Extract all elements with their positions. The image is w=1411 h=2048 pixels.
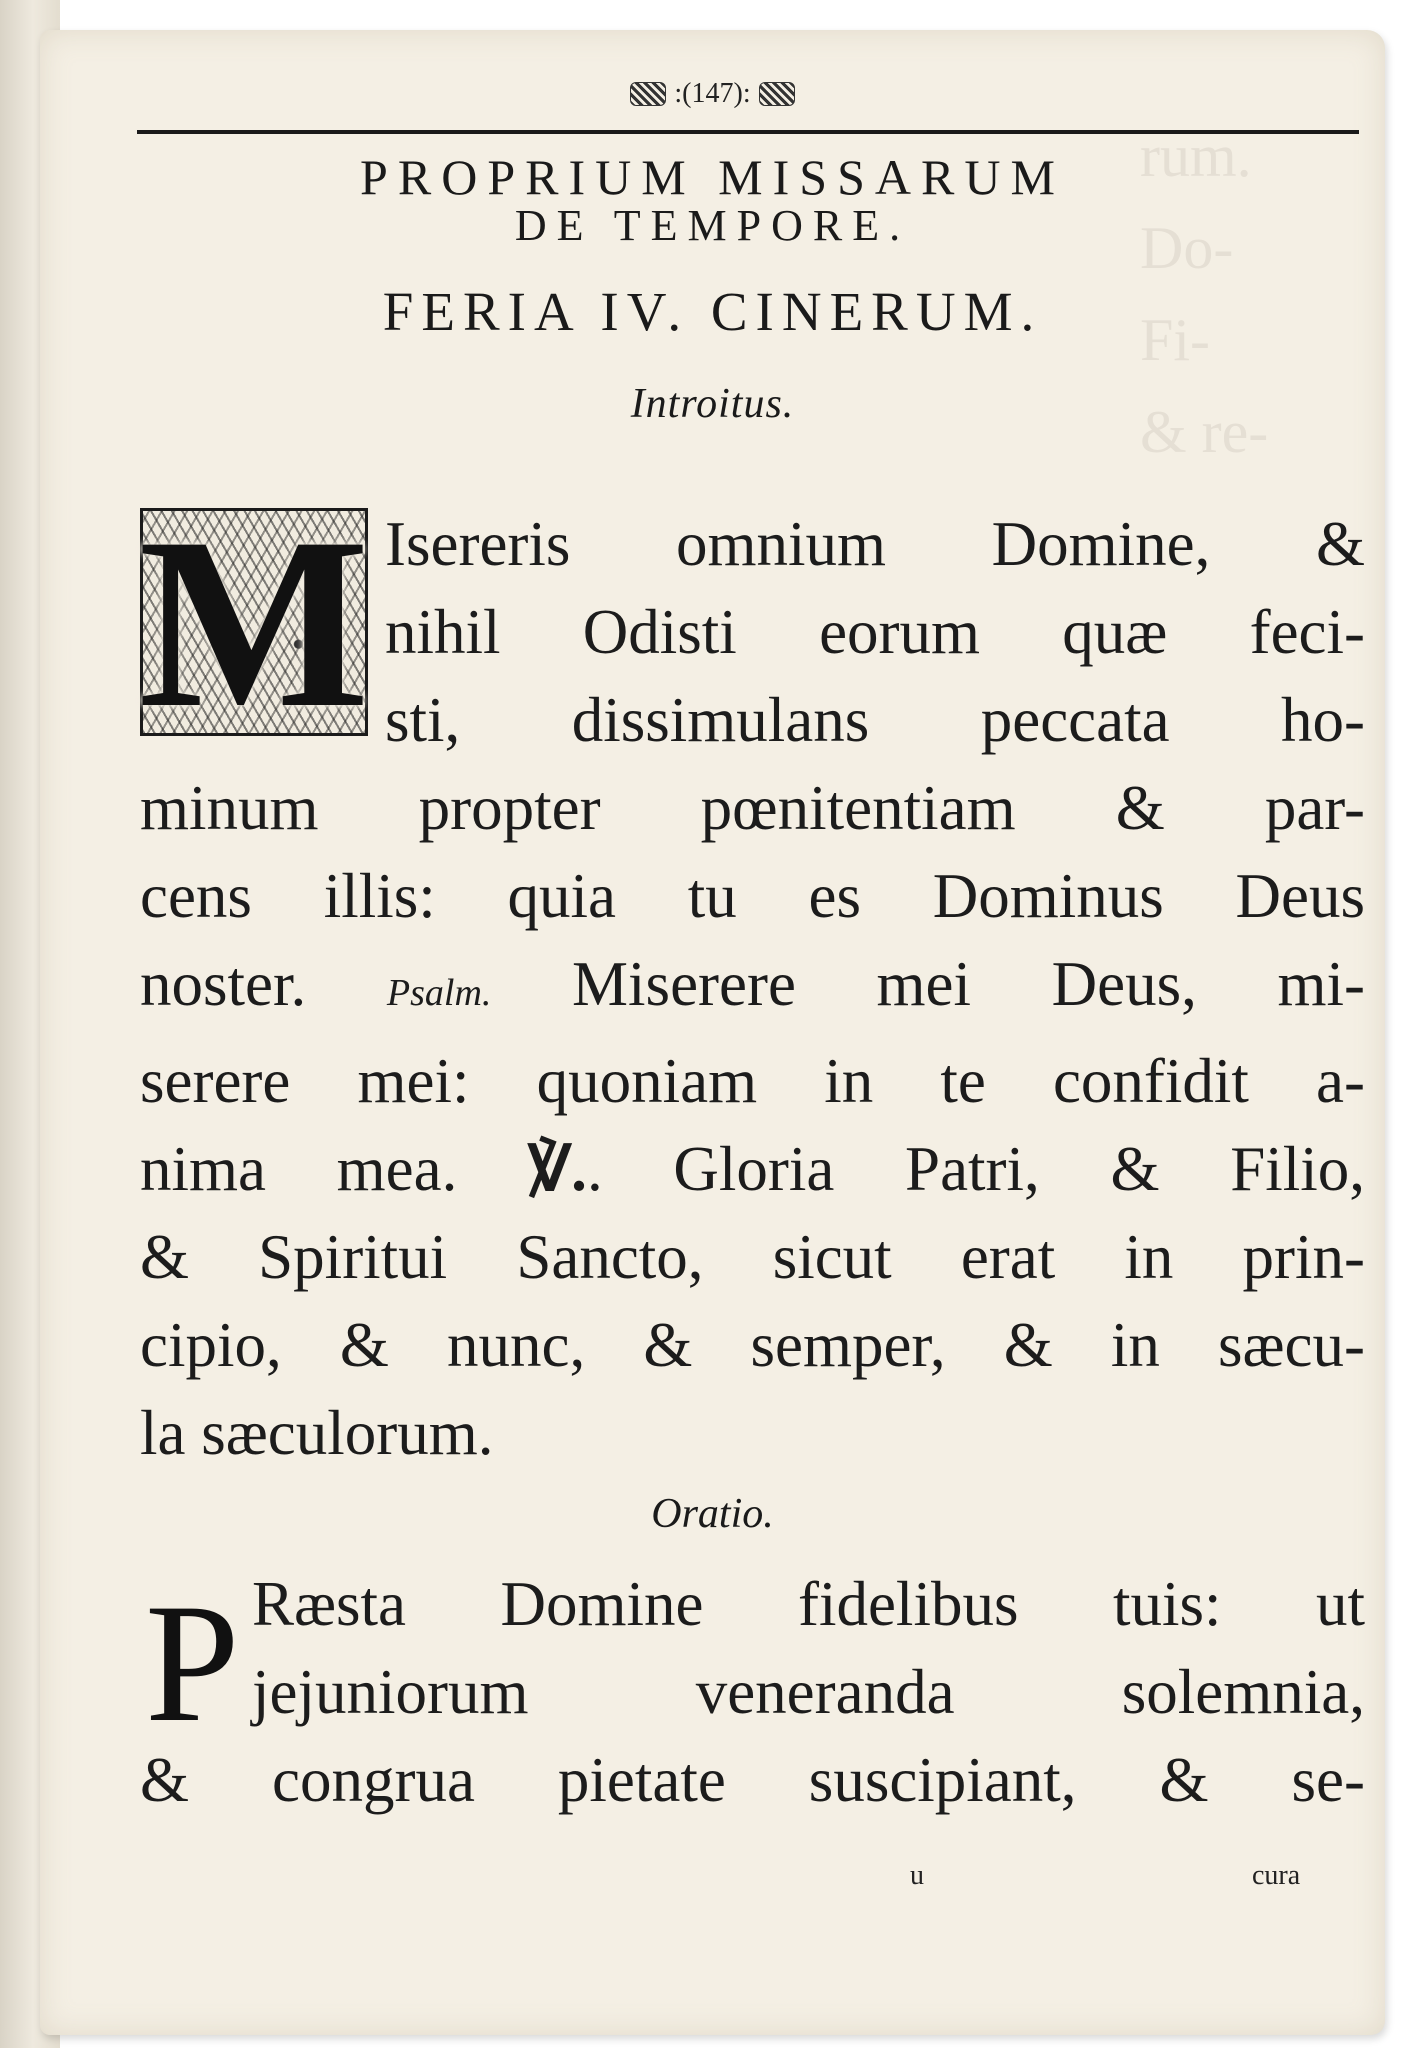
text-line: minum propter pœnitentiam & par-: [140, 773, 1365, 843]
book-page: [40, 30, 1385, 2035]
introit-text: [138, 486, 1366, 1477]
page-header: [40, 78, 1385, 110]
text-line: & congrua pietate suscipiant, & se-: [140, 1745, 1365, 1815]
dropcap-letter-p: P: [145, 1569, 240, 1757]
heading-proprium: PROPRIUM MISSARUM: [360, 149, 1065, 205]
text-line: & Spiritui Sancto, sicut erat in prin-: [140, 1222, 1365, 1292]
signature-mark: u: [910, 1860, 924, 1891]
page-number: :(147):: [674, 78, 751, 109]
bleed-through-text: rum. Do- Fi- & re-: [1140, 123, 1269, 465]
heading-introitus: Introitus.: [630, 381, 795, 427]
dropcap-letter-m: M: [138, 486, 370, 758]
heading-de-tempore: DE TEMPORE.: [514, 201, 911, 250]
text-line: Ræsta Domine fidelibus tuis: ut: [252, 1569, 1365, 1639]
heading-oratio: Oratio.: [651, 1491, 774, 1537]
text-line: serere mei: quoniam in te confidit a-: [140, 1046, 1365, 1116]
ornament-right-icon: [759, 82, 795, 106]
text-line: nihil Odisti eorum quæ feci-: [385, 597, 1365, 667]
heading-feria: FERIA IV. CINERUM.: [382, 281, 1043, 342]
text-line: la sæculorum.: [140, 1398, 494, 1468]
ornament-left-icon: [630, 82, 666, 106]
text-segment: . Gloria Patri, & Filio,: [586, 1134, 1366, 1204]
text-segment: Miserere mei Deus, mi-: [572, 949, 1365, 1019]
text-segment: noster.: [140, 949, 307, 1019]
text-line: jejuniorum veneranda solemnia,: [252, 1657, 1365, 1727]
oratio-text: [140, 1560, 1365, 1824]
text-line: cipio, & nunc, & semper, & in sæcu-: [140, 1310, 1365, 1380]
text-line-psalm: [140, 940, 1365, 1037]
header-rule: [137, 130, 1359, 134]
text-line: Isereris omnium Domine, &: [385, 509, 1365, 579]
psalm-label: Psalm.: [386, 972, 492, 1014]
text-segment: nima mea.: [140, 1134, 458, 1204]
versicle-icon: ℣.: [528, 1134, 587, 1204]
text-line: sti, dissimulans peccata ho-: [385, 685, 1365, 755]
text-line-versicle: [140, 1125, 1365, 1213]
text-line: cens illis: quia tu es Dominus Deus: [140, 861, 1365, 931]
catchword: cura: [1252, 1860, 1301, 1891]
